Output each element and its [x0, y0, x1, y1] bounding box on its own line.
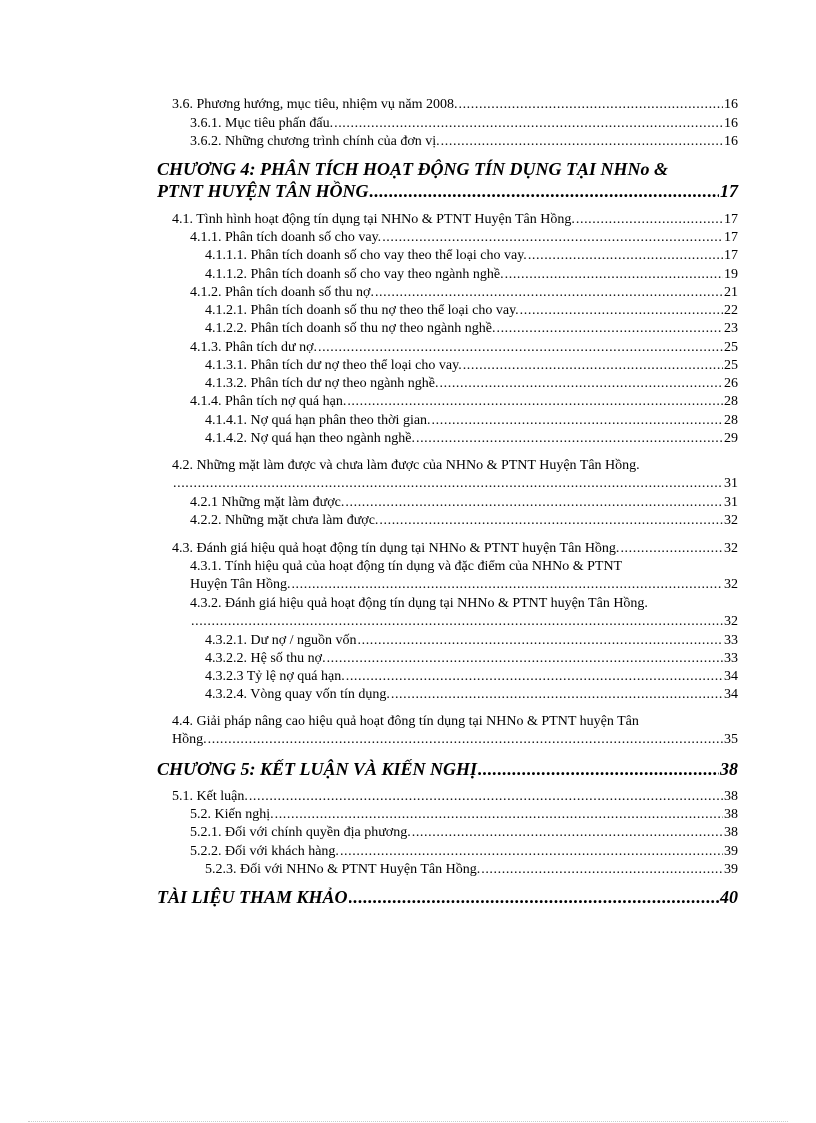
toc-page-number: 17: [724, 230, 738, 245]
toc-leader: [173, 475, 723, 493]
toc-leader: [291, 576, 723, 594]
toc-entry-text: 4.3.2.1. Dư nợ / nguồn vốn: [205, 633, 357, 648]
toc-entry-text: 4.1.3. Phân tích dư nợ.: [190, 340, 317, 355]
toc-entry-text: 4.1.2.1. Phân tích doanh số thu nợ theo thể loại cho vay.: [205, 303, 519, 318]
toc-entry[interactable]: [172, 211, 738, 229]
toc-leader: [349, 886, 719, 908]
toc-leader: [412, 824, 723, 842]
toc-page-number: 34: [724, 669, 738, 684]
toc-leader: [327, 650, 723, 668]
toc-leader: [340, 843, 723, 861]
toc-leader: [391, 686, 723, 704]
toc-entry-text: 4.1.1. Phân tích doanh số cho vay.: [190, 230, 382, 245]
toc-entry[interactable]: [190, 843, 738, 861]
toc-page-number: 17: [724, 212, 738, 227]
toc-leader: [463, 357, 723, 375]
toc-leader: [528, 247, 723, 265]
toc-entry-text: 4.3.2. Đánh giá hiệu quả hoạt động tín dụng tại NHNo & PTNT huyện Tân Hồng.: [190, 596, 648, 611]
toc-entry[interactable]: [205, 632, 738, 650]
toc-page-number: 40: [720, 887, 738, 907]
toc-entry-text: 4.1.3.2. Phân tích dư nợ theo ngành nghề.: [205, 376, 439, 391]
toc-entry-text: 5.1. Kết luận.: [172, 789, 248, 804]
toc-entry[interactable]: [205, 375, 738, 393]
toc-page-number: 32: [724, 513, 738, 528]
toc-entry-text: 4.1.2.2. Phân tích doanh số thu nợ theo ngành nghề.: [205, 321, 496, 336]
toc-page-number: 33: [724, 651, 738, 666]
toc-leader: [318, 339, 723, 357]
toc-entry-text: 4.3.2.4. Vòng quay vốn tín dụng.: [205, 687, 390, 702]
toc-leader: [620, 540, 723, 558]
toc-page-number: 19: [724, 267, 738, 282]
toc-entry-text: 5.2.2. Đối với khách hàng.: [190, 844, 339, 859]
toc-entry[interactable]: [190, 494, 738, 512]
toc-page-number: 17: [720, 181, 738, 201]
toc-leader: [358, 632, 724, 650]
toc-page-number: 16: [724, 116, 738, 131]
toc-page-number: 33: [724, 633, 738, 648]
toc-leader: [576, 211, 723, 229]
toc-entry[interactable]: [190, 339, 738, 357]
toc-entry-text: 5.2.1. Đối với chính quyền địa phương.: [190, 825, 411, 840]
toc-entry[interactable]: [172, 540, 738, 558]
toc-entry[interactable]: [205, 302, 738, 320]
toc-page-number: 28: [724, 413, 738, 428]
toc-leader: [275, 806, 723, 824]
toc-page-number: 16: [724, 134, 738, 149]
toc-entry[interactable]: [205, 861, 738, 879]
toc-entry-text: 4.3.1. Tính hiệu quả của hoạt động tín dụng và đặc điểm của NHNo & PTNT: [190, 559, 623, 574]
toc-page-number: 38: [724, 807, 738, 822]
toc-leader: [481, 861, 723, 879]
toc-leader: [520, 302, 723, 320]
toc-entry[interactable]: [205, 247, 738, 265]
toc-chapter-heading[interactable]: [157, 158, 738, 202]
toc-leader: [478, 758, 719, 780]
toc-leader: [496, 320, 723, 338]
toc-entry-text: 4.1.4.1. Nợ quá hạn phân theo thời gian.: [205, 413, 431, 428]
references-title: TÀI LIỆU THAM KHẢO: [157, 887, 348, 907]
toc-page-number: 38: [720, 759, 738, 779]
toc-leader: [432, 412, 723, 430]
toc-entry-text: 4.1. Tình hình hoạt động tín dụng tại NHNo & PTNT Huyện Tân Hồng.: [172, 212, 575, 227]
toc-entry-text: 4.2.2. Những mặt chưa làm được.: [190, 513, 379, 528]
toc-leader: [440, 375, 723, 393]
toc-entry-text: 4.2.1 Những mặt làm được.: [190, 495, 345, 510]
toc-entry[interactable]: [205, 357, 738, 375]
toc-page-number: 23: [724, 321, 738, 336]
toc-entry[interactable]: [190, 558, 738, 594]
toc-entry[interactable]: [205, 320, 738, 338]
toc-entry[interactable]: [205, 686, 738, 704]
toc-references-heading[interactable]: [157, 886, 738, 908]
toc-page-number: 34: [724, 687, 738, 702]
toc-entry[interactable]: [205, 412, 738, 430]
toc-entry[interactable]: [190, 133, 738, 151]
toc-page-number: 35: [724, 732, 738, 747]
toc-entry[interactable]: [190, 393, 738, 411]
toc-entry-text: 5.2. Kiến nghị.: [190, 807, 274, 822]
toc-page-number: 22: [724, 303, 738, 318]
toc-leader: [379, 512, 723, 530]
toc-entry-text: 4.1.4.2. Nợ quá hạn theo ngành nghề.: [205, 431, 415, 446]
toc-entry-text: 4.1.2. Phân tích doanh số thu nợ.: [190, 285, 374, 300]
toc-entry[interactable]: [190, 512, 738, 530]
toc-entry-text-cont: Huyện Tân Hồng.: [190, 577, 291, 592]
toc-leader: [347, 393, 723, 411]
toc-page-number: 32: [724, 541, 738, 556]
toc-page-number: 26: [724, 376, 738, 391]
toc-entry[interactable]: [190, 595, 738, 631]
toc-entry[interactable]: [190, 284, 738, 302]
toc-entry-text: 4.4. Giải pháp nâng cao hiệu quả hoạt đông tín dụng tại NHNo & PTNT huyện Tân: [172, 714, 639, 729]
toc-leader: [334, 115, 723, 133]
toc-entry-text: 5.2.3. Đối với NHNo & PTNT Huyện Tân Hồng.: [205, 862, 481, 877]
toc-entry[interactable]: [190, 115, 738, 133]
toc-entry[interactable]: [172, 788, 738, 806]
toc-page-number: 25: [724, 340, 738, 355]
toc-page-number: 28: [724, 394, 738, 409]
toc-leader: [458, 96, 723, 114]
toc-entry-text: 4.1.3.1. Phân tích dư nợ theo thể loại cho vay.: [205, 358, 462, 373]
toc-entry[interactable]: [205, 668, 738, 686]
toc-page-number: 38: [724, 825, 738, 840]
toc-leader: [382, 229, 723, 247]
toc-entry[interactable]: [190, 824, 738, 842]
toc-leader: [191, 613, 723, 631]
chapter-title-line1: CHƯƠNG 4: PHÂN TÍCH HOẠT ĐỘNG TÍN DỤNG TẠI NHNo &: [157, 159, 668, 179]
toc-entry-text: 4.1.1.2. Phân tích doanh số cho vay theo ngành nghề.: [205, 267, 504, 282]
toc-entry-text: 4.3. Đánh giá hiệu quả hoạt động tín dụng tại NHNo & PTNT huyện Tân Hồng.: [172, 541, 620, 556]
toc-entry-text-cont: Hồng.: [172, 732, 207, 747]
toc-entry[interactable]: [190, 229, 738, 247]
toc-page-number: 31: [724, 495, 738, 510]
toc-leader: [345, 494, 723, 512]
toc-entry-text: 4.1.4. Phân tích nợ quá hạn.: [190, 394, 347, 409]
toc-page-number: 17: [724, 248, 738, 263]
toc-entry[interactable]: [205, 650, 738, 668]
toc-entry[interactable]: [172, 96, 738, 114]
toc-leader: [416, 430, 723, 448]
toc-leader: [505, 266, 723, 284]
toc-page-number: 16: [724, 97, 738, 112]
toc-entry-text: 4.3.2.2. Hệ số thu nợ.: [205, 651, 326, 666]
chapter-title: CHƯƠNG 5: KẾT LUẬN VÀ KIẾN NGHỊ: [157, 759, 477, 779]
toc-page-number: 39: [724, 844, 738, 859]
toc-chapter-heading[interactable]: [157, 758, 738, 780]
toc-entry-text: 3.6. Phương hướng, mục tiêu, nhiệm vụ năm 2008.: [172, 97, 458, 112]
toc-leader: [208, 731, 723, 749]
toc-entry-text: 3.6.1. Mục tiêu phấn đấu.: [190, 116, 334, 131]
toc-leader: [441, 133, 723, 151]
toc-page-number: 32: [724, 577, 738, 592]
toc-page-number: 31: [724, 476, 738, 491]
toc-entry[interactable]: [190, 806, 738, 824]
toc-entry-text: 4.1.1.1. Phân tích doanh số cho vay theo thể loại cho vay.: [205, 248, 527, 263]
toc-leader: [369, 180, 719, 202]
chapter-title-line2: PTNT HUYỆN TÂN HỒNG: [157, 181, 369, 201]
toc-page-number: 39: [724, 862, 738, 877]
toc-page-number: 32: [724, 614, 738, 629]
toc-leader: [346, 668, 723, 686]
toc-entry[interactable]: [205, 266, 738, 284]
toc-page-number: 21: [724, 285, 738, 300]
toc-entry[interactable]: [172, 457, 738, 493]
toc-entry-text: 4.2. Những mặt làm được và chưa làm được của NHNo & PTNT Huyện Tân Hồng.: [172, 458, 640, 473]
toc-entry[interactable]: [172, 713, 738, 749]
toc-page-number: 29: [724, 431, 738, 446]
toc-page-number: 38: [724, 789, 738, 804]
toc-leader: [249, 788, 723, 806]
toc-entry-text: 3.6.2. Những chương trình chính của đơn vị.: [190, 134, 440, 149]
toc-leader: [375, 284, 723, 302]
toc-entry[interactable]: [205, 430, 738, 448]
toc-page-number: 25: [724, 358, 738, 373]
toc-entry-text: 4.3.2.3 Tỷ lệ nợ quá hạn.: [205, 669, 345, 684]
page-bottom-border: [28, 1121, 788, 1122]
